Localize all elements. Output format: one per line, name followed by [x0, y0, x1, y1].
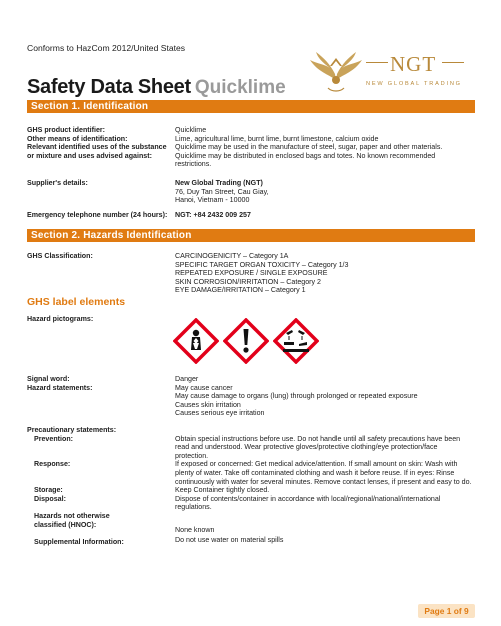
supplemental-info-value: Do not use water on material spills — [175, 536, 284, 544]
health-hazard-icon — [173, 318, 219, 364]
supplier-label: Supplier's details: — [27, 179, 88, 187]
section-1-heading: Section 1. Identification — [31, 101, 149, 112]
supplemental-info-label: Supplemental Information: — [34, 538, 124, 546]
disposal-line: regulations. — [175, 503, 212, 512]
page-number-badge — [418, 604, 475, 618]
response-line: continuously with water for several minutes. Remove contact lenses, if present and easy to do. — [175, 477, 472, 486]
ghs-classification-label: GHS Classification: — [27, 252, 93, 260]
section-1-heading-bar — [27, 100, 475, 113]
supplier-address-line-1: 76, Duy Tan Street, Cau Giay, — [175, 187, 269, 196]
hazard-statements-label: Hazard statements: — [27, 383, 93, 392]
relevant-uses-line-1: Quicklime may be used in the manufacture of steel, sugar, paper and other materials. — [175, 143, 443, 152]
logo-tagline: NEW GLOBAL TRADING — [366, 81, 462, 87]
classification-item: CARCINOGENICITY – Category 1A — [175, 252, 289, 260]
response-label: Response: — [34, 460, 71, 469]
hnoc-value: None known — [175, 526, 215, 534]
hnoc-label-line-1: Hazards not otherwise — [34, 512, 110, 520]
conformance-note: Conforms to HazCom 2012/United States — [27, 43, 186, 53]
signal-word-value: Danger — [175, 375, 199, 383]
precautionary-statements-label: Precautionary statements: — [27, 426, 117, 434]
page-number: Page 1 of 9 — [424, 606, 469, 616]
hazard-statement: Causes skin irritation — [175, 400, 241, 409]
title-product: Quicklime — [194, 77, 286, 98]
prevention-line: protection. — [175, 451, 209, 460]
other-means-label: Other means of identification: — [27, 134, 128, 143]
hazard-statement: May cause damage to organs (lung) through prolonged or repeated exposure — [175, 392, 418, 401]
hazard-pictograms-label: Hazard pictograms: — [27, 315, 94, 323]
classification-item: SPECIFIC TARGET ORGAN TOXICITY – Category 1/3 — [175, 260, 349, 269]
other-means-value: Lime, agricultural lime, burnt lime, burnt limestone, calcium oxide — [175, 134, 379, 143]
supplier-address-line-2: Hanoi, Vietnam - 10000 — [175, 196, 250, 205]
disposal-line: Dispose of contents/container in accordance with local/regional/national/international — [175, 494, 441, 503]
relevant-uses-line-2: Quicklime may be distributed in enclosed bags and totes. No known recommended — [175, 151, 436, 160]
classification-item: SKIN CORROSION/IRRITATION – Category 2 — [175, 277, 321, 286]
response-line: If exposed or concerned: Get medical advice/attention. If small amount on skin: Wash with — [175, 460, 458, 469]
classification-item: EYE DAMAGE/IRRITATION – Category 1 — [175, 286, 306, 295]
exclamation-mark-icon — [223, 318, 269, 364]
storage-label: Storage: — [34, 486, 63, 495]
title-main: Safety Data Sheet — [27, 76, 191, 98]
ghs-product-identifier-label: GHS product identifier: — [27, 126, 106, 134]
hazard-statement: Causes serious eye irritation — [175, 409, 265, 418]
response-line: plenty of water. Take off contaminated clothing and wash it before reuse. If in eyes: Rinse — [175, 469, 455, 477]
company-logo — [308, 50, 478, 100]
logo-rule-left — [366, 62, 388, 63]
classification-item: REPEATED EXPOSURE / SINGLE EXPOSURE — [175, 269, 328, 278]
prevention-line: Obtain special instructions before use. Do not handle until all safety precautions have been — [175, 434, 461, 443]
prevention-label: Prevention: — [34, 434, 74, 443]
signal-word-label: Signal word: — [27, 375, 70, 383]
disposal-label: Disposal: — [34, 494, 66, 503]
prevention-line: read and understood. Wear protective gloves/protective clothing/eye protection/face — [175, 443, 438, 452]
section-2-heading: Section 2. Hazards Identification — [31, 230, 192, 241]
hazard-statement: May cause cancer — [175, 383, 233, 392]
relevant-uses-line-3: restrictions. — [175, 160, 212, 169]
supplier-name: New Global Trading (NGT) — [175, 179, 263, 187]
storage-value: Keep Container tightly closed. — [175, 486, 270, 495]
logo-wordmark: NGT — [390, 52, 437, 76]
emergency-phone-value: NGT: +84 2432 009 257 — [175, 211, 251, 219]
section-2-heading-bar — [27, 229, 475, 242]
document-title — [27, 76, 286, 99]
hnoc-label-line-2: classified (HNOC): — [34, 520, 97, 529]
relevant-uses-label-line-1: Relevant identified uses of the substance — [27, 143, 167, 152]
ghs-product-identifier-value: Quicklime — [175, 126, 207, 134]
corrosion-icon — [273, 318, 319, 364]
hazard-pictograms — [173, 318, 323, 366]
emergency-phone-label: Emergency telephone number (24 hours): — [27, 211, 168, 219]
ghs-label-elements-heading: GHS label elements — [27, 296, 126, 308]
wings-logo-icon — [308, 50, 364, 96]
relevant-uses-label-line-2: or mixture and uses advised against: — [27, 151, 152, 160]
logo-rule-right — [442, 62, 464, 63]
